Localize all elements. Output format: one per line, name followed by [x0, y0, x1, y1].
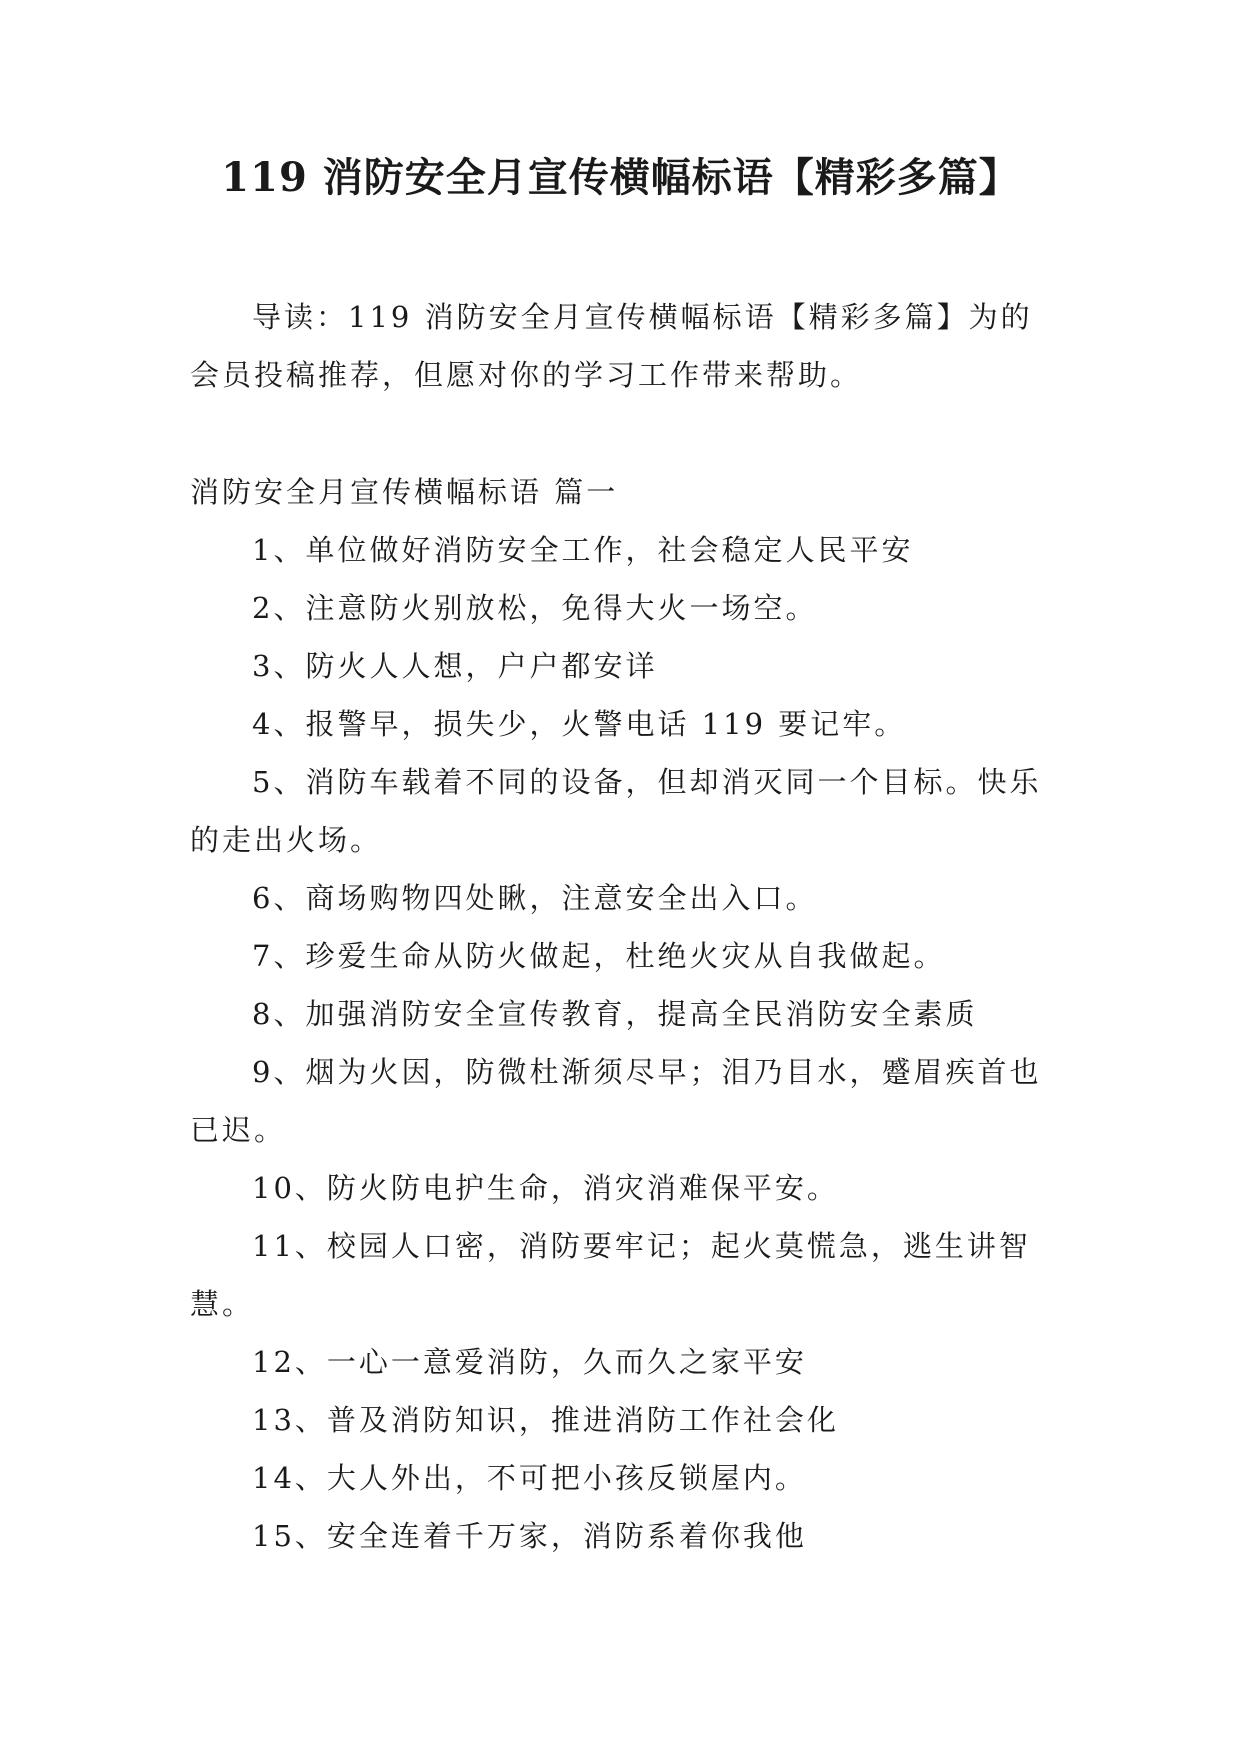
document-title: 119 消防安全月宣传横幅标语【精彩多篇】 — [221, 154, 1020, 201]
list-item: 1、单位做好消防安全工作，社会稳定人民平安 — [252, 533, 914, 567]
list-item: 13、普及消防知识，推进消防工作社会化 — [252, 1403, 839, 1437]
intro-block — [190, 288, 1060, 404]
list-item: 11、校园人口密，消防要牢记；起火莫慌急，逃生讲智慧。 — [190, 1229, 1031, 1321]
list-item: 2、注意防火别放松，免得大火一场空。 — [252, 591, 818, 625]
list-item: 10、防火防电护生命，消灾消难保平安。 — [252, 1171, 839, 1205]
list-item: 8、加强消防安全宣传教育，提高全民消防安全素质 — [252, 997, 978, 1031]
list-item: 15、安全连着千万家，消防系着你我他 — [252, 1519, 807, 1553]
list-item: 14、大人外出，不可把小孩反锁屋内。 — [252, 1461, 807, 1495]
list-item: 4、报警早，损失少，火警电话 119 要记牢。 — [252, 707, 907, 741]
list-item: 5、消防车载着不同的设备，但却消灭同一个目标。快乐的走出火场。 — [190, 765, 1042, 857]
content-block — [190, 463, 1060, 1565]
list-item: 9、烟为火因，防微杜渐须尽早；泪乃目水，蹙眉疾首也已迟。 — [190, 1055, 1042, 1147]
list-item: 7、珍爱生命从防火做起，杜绝火灾从自我做起。 — [252, 939, 946, 973]
list-item: 6、商场购物四处瞅，注意安全出入口。 — [252, 881, 818, 915]
list-item: 12、一心一意爱消防，久而久之家平安 — [252, 1345, 807, 1379]
intro-paragraph: 导读：119 消防安全月宣传横幅标语【精彩多篇】为的会员投稿推荐，但愿对你的学习工作带来帮助。 — [190, 300, 1033, 392]
list-item: 3、防火人人想，户户都安详 — [252, 649, 658, 683]
section-heading: 消防安全月宣传横幅标语 篇一 — [190, 475, 619, 509]
